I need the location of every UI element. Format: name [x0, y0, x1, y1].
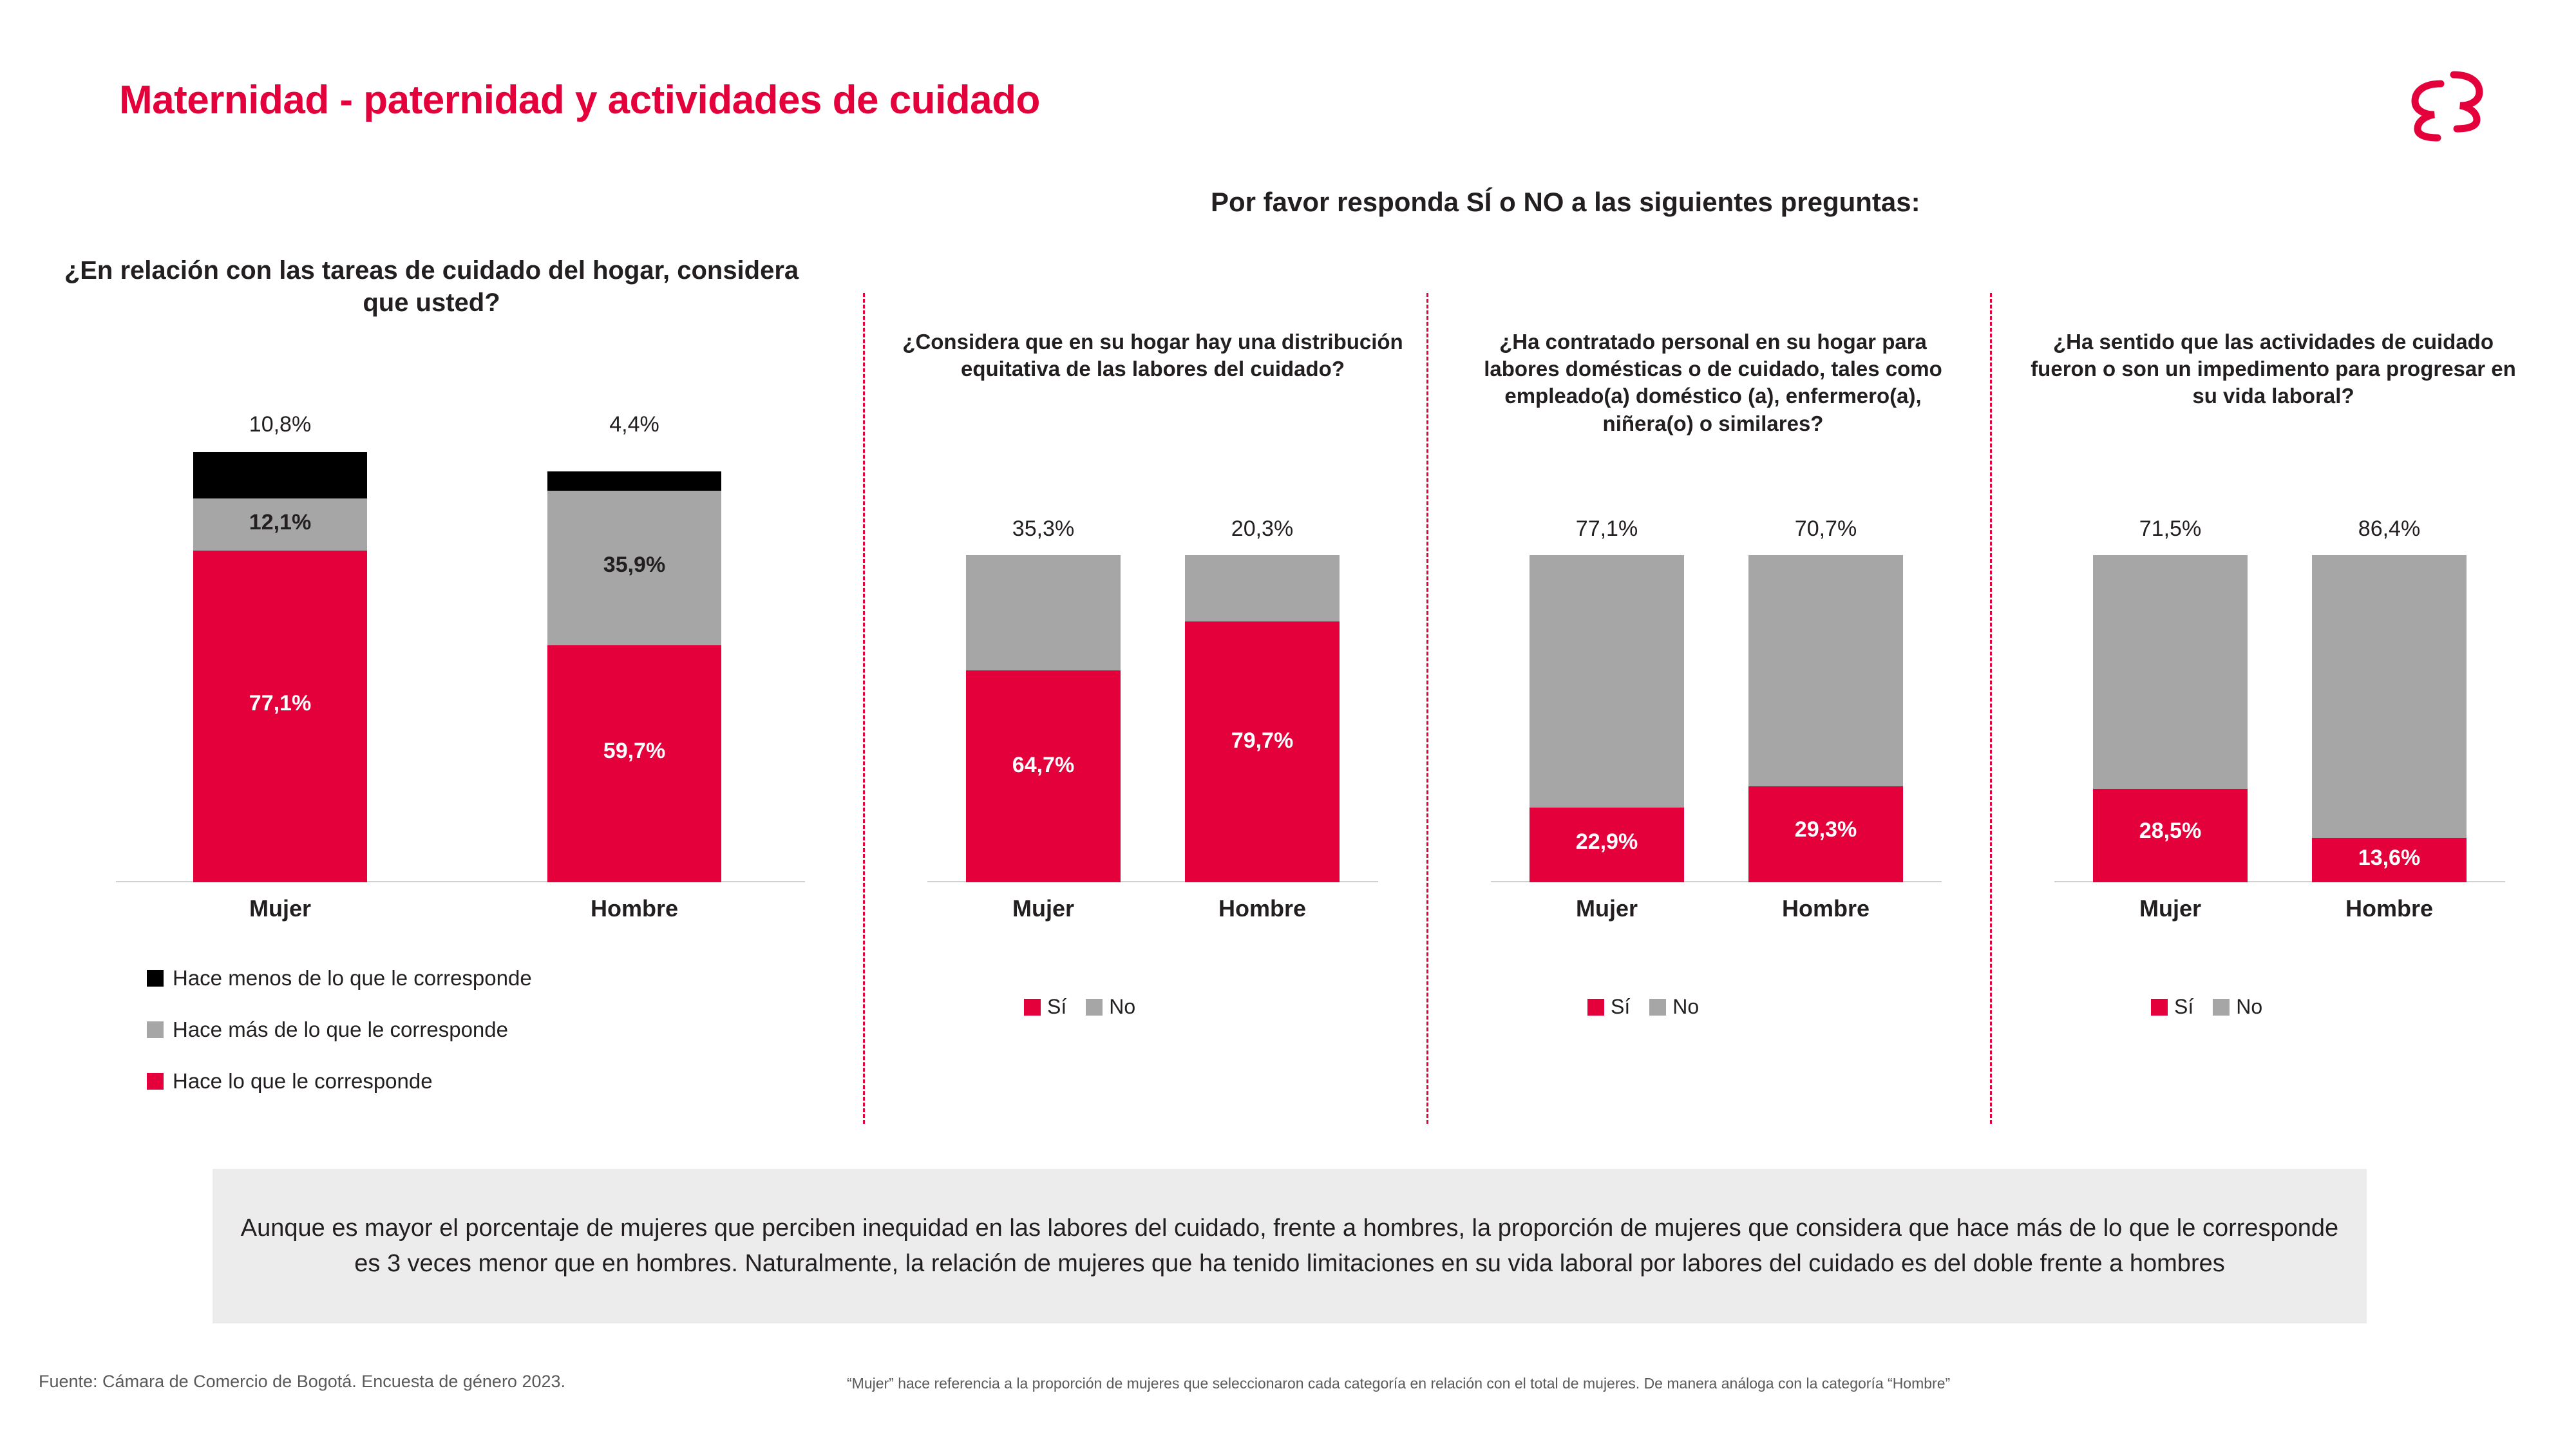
- chart-4-mujer-label-si: 28,5%: [2139, 819, 2202, 843]
- chart-4-legend-label-si: Sí: [2174, 995, 2194, 1018]
- legend-swatch-red-icon: [1024, 999, 1041, 1016]
- chart-3-legend: [1587, 995, 1710, 1019]
- chart-3-xtick-hombre: Hombre: [1781, 895, 1870, 922]
- chart-2-title: ¿Considera que en su hogar hay una distribución equitativa de las labores del cuidado?: [902, 330, 1403, 381]
- footnote-text: “Mujer” hace referencia a la proporción de mujeres que seleccionaron cada categoría en relación con el total de mujeres. De manera análoga con la categoría “Hombre”: [847, 1375, 1951, 1392]
- chart-2-hombre-label-si: 79,7%: [1231, 728, 1294, 753]
- chart-1-bar-hombre: [547, 412, 721, 882]
- chart-4-hombre-seg-si: [2312, 838, 2467, 882]
- chart-1-legend-item-mas: [147, 1018, 508, 1042]
- chart-1-hombre-label-corresponde: 59,7%: [603, 739, 666, 763]
- separator-2: [1426, 293, 1428, 1124]
- chart-1-mujer-label-mas: 12,1%: [249, 510, 312, 535]
- chart-4-mujer-seg-si: [2093, 789, 2248, 882]
- chart-2-mujer-seg-si: [966, 670, 1121, 882]
- legend-swatch-black-icon: [147, 970, 164, 987]
- chart-1-legend-label-corresponde: Hace lo que le corresponde: [173, 1069, 433, 1093]
- legend-swatch-red-icon: [1587, 999, 1604, 1016]
- chart-2-mujer-seg-no: [966, 555, 1121, 670]
- chart-4-xtick-hombre: Hombre: [2345, 895, 2434, 922]
- chart-3-bar-hombre: [1748, 516, 1903, 882]
- chart-2-legend-si: [1024, 995, 1066, 1019]
- chart-2-bar-hombre: [1185, 516, 1340, 882]
- chart-4-xtick-mujer: Mujer: [2139, 895, 2201, 922]
- chart-4-legend-label-no: No: [2236, 995, 2263, 1018]
- chart-2-legend-no: [1086, 995, 1135, 1019]
- chart-4-title: ¿Ha sentido que las actividades de cuidado fueron o son un impedimento para progresar en su vida laboral?: [2031, 330, 2516, 408]
- chart-1-hombre-seg-corresponde: [547, 645, 721, 882]
- chart-4-hombre-seg-no: [2312, 555, 2467, 838]
- chart-3-mujer-seg-si: [1530, 808, 1684, 882]
- chart-3-xtick-mujer: Mujer: [1575, 895, 1638, 922]
- chart-4-mujer-seg-no: [2093, 555, 2248, 789]
- chart-1-xtick-mujer: Mujer: [249, 895, 311, 922]
- source-text: Fuente: Cámara de Comercio de Bogotá. Encuesta de género 2023.: [39, 1372, 566, 1391]
- chart-1-mujer-top-label: 10,8%: [249, 412, 312, 437]
- chart-4-legend-no: [2213, 995, 2262, 1019]
- insight-text: Aunque es mayor el porcentaje de mujeres que perciben inequidad en las labores del cuidado, frente a hombres, la proporción de mujeres que considera que hace más de lo que le corresponde es 3 veces menor que en hombres. Naturalmente, la relación de mujeres que ha tenido limitaciones en su vida laboral por labores del cuidado es del doble frente a hombres: [240, 1214, 2339, 1277]
- legend-swatch-gray-icon: [1649, 999, 1666, 1016]
- legend-swatch-red-icon: [2151, 999, 2168, 1016]
- page-title: Maternidad - paternidad y actividades de cuidado: [119, 78, 1040, 122]
- chart-1-hombre-seg-menos: [547, 471, 721, 491]
- chart-3-bar-mujer: [1530, 516, 1684, 882]
- chart-3-hombre-seg-si: [1748, 786, 1903, 882]
- separator-1: [863, 293, 865, 1124]
- chart-3-hombre-top-label: 70,7%: [1794, 516, 1857, 541]
- chart-4-hombre-label-si: 13,6%: [2358, 846, 2421, 870]
- chart-1-xtick-hombre: Hombre: [590, 895, 679, 922]
- chart-3-plot: [1491, 516, 1942, 922]
- chart-2-hombre-seg-si: [1185, 621, 1340, 882]
- chart-4-legend-si: [2151, 995, 2193, 1019]
- chart-3-legend-si: [1587, 995, 1630, 1019]
- legend-swatch-gray-icon: [147, 1021, 164, 1038]
- chart-1-legend-label-menos: Hace menos de lo que le corresponde: [173, 966, 532, 990]
- chart-4-hombre-top-label: 86,4%: [2358, 516, 2421, 541]
- chart-1-mujer-seg-corresponde: [193, 551, 367, 882]
- chart-3-mujer-seg-no: [1530, 555, 1684, 808]
- chart-3-hombre-seg-no: [1748, 555, 1903, 786]
- questions-subheading: Por favor responda SÍ o NO a las siguientes preguntas:: [1211, 187, 1920, 217]
- chart-3-hombre-label-si: 29,3%: [1794, 817, 1857, 842]
- chart-3-legend-label-si: Sí: [1611, 995, 1631, 1018]
- chart-1-plot: [116, 412, 805, 922]
- chart-4-legend: [2151, 995, 2274, 1019]
- chart-1-legend-item-menos: [147, 966, 532, 990]
- separator-3: [1990, 293, 1992, 1124]
- chart-1-mujer-label-corresponde: 77,1%: [249, 691, 312, 715]
- chart-1-hombre-seg-mas: [547, 491, 721, 645]
- chart-2-hombre-top-label: 20,3%: [1231, 516, 1294, 541]
- chart-1-title: ¿En relación con las tareas de cuidado del hogar, considera que usted?: [64, 256, 799, 317]
- chart-3-mujer-top-label: 77,1%: [1575, 516, 1638, 541]
- chart-2-hombre-seg-no: [1185, 555, 1340, 621]
- chart-3-mujer-label-si: 22,9%: [1575, 829, 1638, 854]
- chart-1-legend-item-corresponde: [147, 1069, 433, 1094]
- camara-comercio-bogota-logo: [2409, 71, 2486, 142]
- chart-1-hombre-top-label: 4,4%: [609, 412, 659, 437]
- chart-2-bar-mujer: [966, 516, 1121, 882]
- chart-4-mujer-top-label: 71,5%: [2139, 516, 2202, 541]
- chart-4-bar-hombre: [2312, 516, 2467, 882]
- legend-swatch-red-icon: [147, 1073, 164, 1090]
- chart-2-mujer-top-label: 35,3%: [1012, 516, 1075, 541]
- chart-2-xtick-mujer: Mujer: [1012, 895, 1074, 922]
- chart-2-legend-label-si: Sí: [1047, 995, 1067, 1018]
- chart-1-mujer-seg-mas: [193, 498, 367, 551]
- insight-box: [213, 1169, 2367, 1323]
- chart-3-legend-label-no: No: [1672, 995, 1700, 1018]
- chart-2-legend: [1024, 995, 1147, 1019]
- chart-2-plot: [927, 516, 1378, 922]
- chart-2-xtick-hombre: Hombre: [1218, 895, 1307, 922]
- chart-1-mujer-seg-menos: [193, 452, 367, 498]
- chart-4-plot: [2054, 516, 2505, 922]
- chart-1-hombre-label-mas: 35,9%: [603, 553, 666, 577]
- chart-3-title: ¿Ha contratado personal en su hogar para labores domésticas o de cuidado, tales como empleado(a) doméstico (a), enfermero(a), niñera(o) o similares?: [1484, 330, 1942, 435]
- chart-2-mujer-label-si: 64,7%: [1012, 753, 1075, 777]
- chart-1-legend-label-mas: Hace más de lo que le corresponde: [173, 1018, 508, 1041]
- chart-2-legend-label-no: No: [1109, 995, 1136, 1018]
- chart-4-bar-mujer: [2093, 516, 2248, 882]
- legend-swatch-gray-icon: [1086, 999, 1103, 1016]
- chart-1-bar-mujer: [193, 412, 367, 882]
- legend-swatch-gray-icon: [2213, 999, 2230, 1016]
- chart-3-legend-no: [1649, 995, 1699, 1019]
